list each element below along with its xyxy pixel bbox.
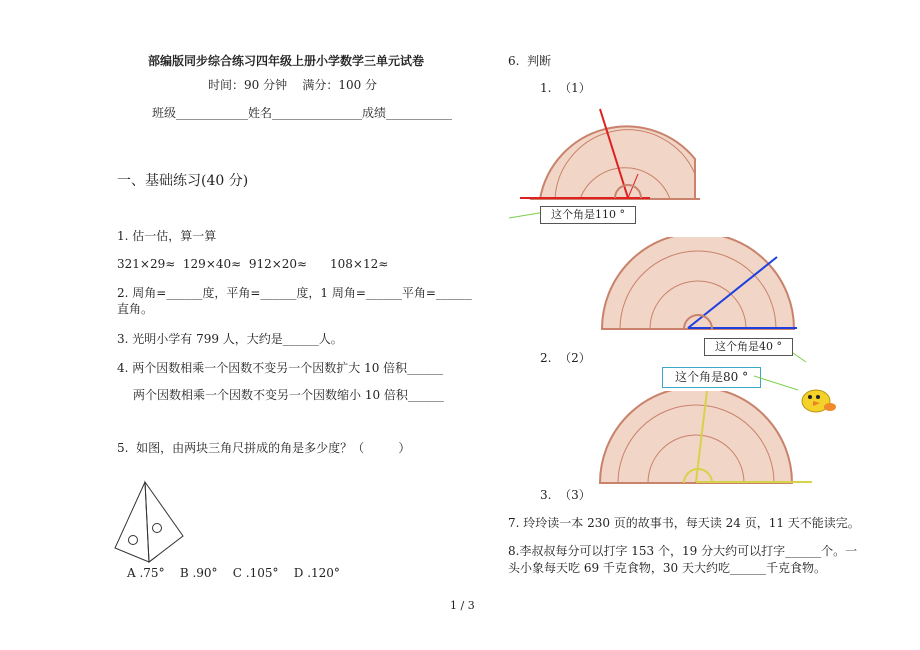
set-squares-figure [113,478,193,568]
question-4-line2: 两个因数相乘一个因数不变另一个因数缩小 10 倍积______ [133,388,444,402]
callout-80: 这个角是80 ° [662,367,761,388]
page-title: 部编版同步综合练习四年级上册小学数学三单元试卷 [148,54,425,68]
section6-heading: 6. 判断 [508,54,552,68]
judge-item-3: 3. （3） [540,488,591,502]
time-score-line: 时间：90 分钟 满分：100 分 [208,78,378,92]
question-1: 1. 估一估，算一算 [117,229,217,243]
section1-heading: 一、基础练习(40 分) [117,173,249,189]
page-number: 1 / 3 [450,599,475,612]
question-7: 7. 玲玲读一本 230 页的故事书，每天读 24 页，11 天不能读完。 [508,516,860,530]
callout-110: 这个角是110 ° [540,206,636,224]
judge-item-2: 2. （2） [540,351,591,365]
question-3: 3. 光明小学有 799 人，大约是______人。 [117,332,343,346]
judge-item-1: 1. （1） [540,81,591,95]
protractor-3 [592,391,812,491]
question-1-expressions: 321×29≈ 129×40≈ 912×20≈ 108×12≈ [117,257,389,271]
question-8-line2: 头小象每天吃 69 千克食物，30 天大约吃______千克食物。 [508,561,826,575]
question-2-line2: 直角。 [117,302,154,316]
question-5-options: A .75° B .90° C .105° D .120° [127,566,340,580]
protractor-1 [510,104,710,204]
question-2-line1: 2. 周角=______度，平角=______度，1 周角=______平角=______ [117,286,472,300]
student-info-line: 班级____________姓名_______________成绩___________ [152,106,453,120]
protractor-2 [592,237,812,337]
question-8-line1: 8.李叔叔每分可以打字 153 个，19 分大约可以打字______个。一 [508,544,858,558]
question-5: 5. 如图，由两块三角尺拼成的角是多少度？（ ） [117,441,411,455]
callout-40: 这个角是40 ° [704,338,793,356]
question-4-line1: 4. 两个因数相乘一个因数不变另一个因数扩大 10 倍积______ [117,361,444,375]
